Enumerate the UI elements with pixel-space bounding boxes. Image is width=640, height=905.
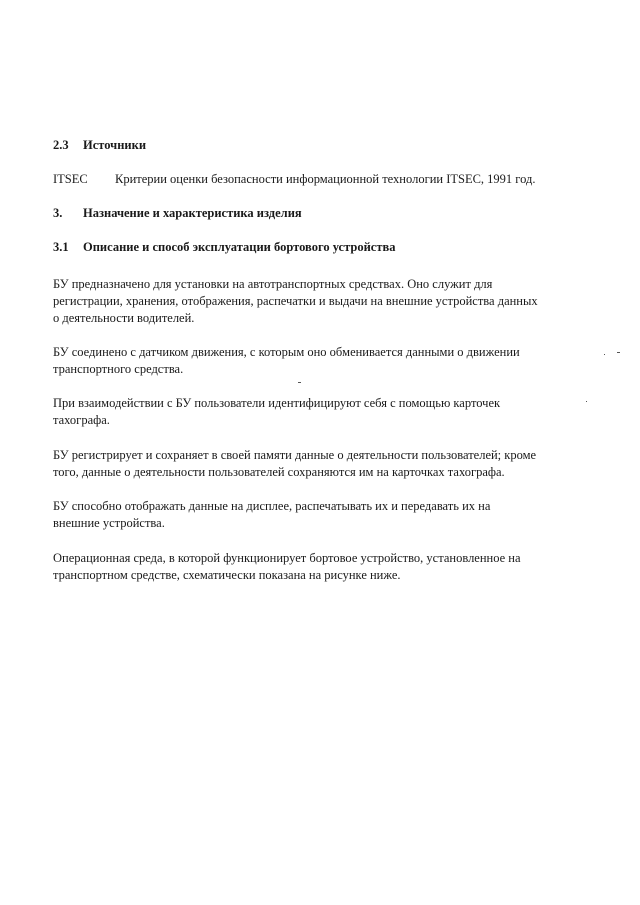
- paragraph-data-storage: [53, 447, 553, 481]
- section-title: Источники: [83, 138, 147, 152]
- paragraph-line: БУ предназначено для установки на автотранспортных средствах. Оно служит для: [53, 277, 493, 291]
- section-number: 2.3: [53, 138, 69, 152]
- scan-speck: [604, 354, 605, 355]
- section-title: Назначение и характеристика изделия: [83, 206, 302, 220]
- paragraph-line: Операционная среда, в которой функционирует бортовое устройство, установленное на: [53, 551, 521, 565]
- paragraph-line: При взаимодействии с БУ пользователи идентифицируют себя с помощью карточек: [53, 396, 501, 410]
- paragraph-user-identification: [53, 395, 553, 429]
- reference-abbreviation: ITSEC: [53, 172, 88, 186]
- paragraph-line: БУ регистрирует и сохраняет в своей памяти данные о деятельности пользователей; кроме: [53, 448, 537, 462]
- section-title: Описание и способ эксплуатации бортового устройства: [83, 240, 396, 254]
- paragraph-line: того, данные о деятельности пользователей сохраняются им на карточках тахографа.: [53, 465, 505, 479]
- scan-speck: [617, 352, 620, 353]
- paragraph-motion-sensor: [53, 344, 553, 378]
- scan-speck: [586, 401, 587, 402]
- paragraph-line: транспортном средстве, схематически показана на рисунке ниже.: [53, 568, 401, 582]
- scan-speck: [298, 382, 301, 383]
- section-number: 3.1: [53, 240, 69, 254]
- paragraph-display-output: [53, 498, 553, 532]
- paragraph-line: БУ соединено с датчиком движения, с которым оно обменивается данными о движении: [53, 345, 520, 359]
- paragraph-line: внешние устройства.: [53, 516, 165, 530]
- paragraph-line: тахографа.: [53, 413, 110, 427]
- paragraph-line: транспортного средства.: [53, 362, 184, 376]
- paragraph-line: регистрации, хранения, отображения, распечатки и выдачи на внешние устройства данных: [53, 294, 538, 308]
- paragraph-line: о деятельности водителей.: [53, 311, 195, 325]
- paragraph-line: БУ способно отображать данные на дисплее, распечатывать их и передавать их на: [53, 499, 491, 513]
- paragraph-purpose: [53, 276, 553, 327]
- section-number: 3.: [53, 206, 63, 220]
- paragraph-operating-environment: [53, 550, 553, 584]
- reference-description: Критерии оценки безопасности информационной технологии ITSEC, 1991 год.: [115, 172, 536, 186]
